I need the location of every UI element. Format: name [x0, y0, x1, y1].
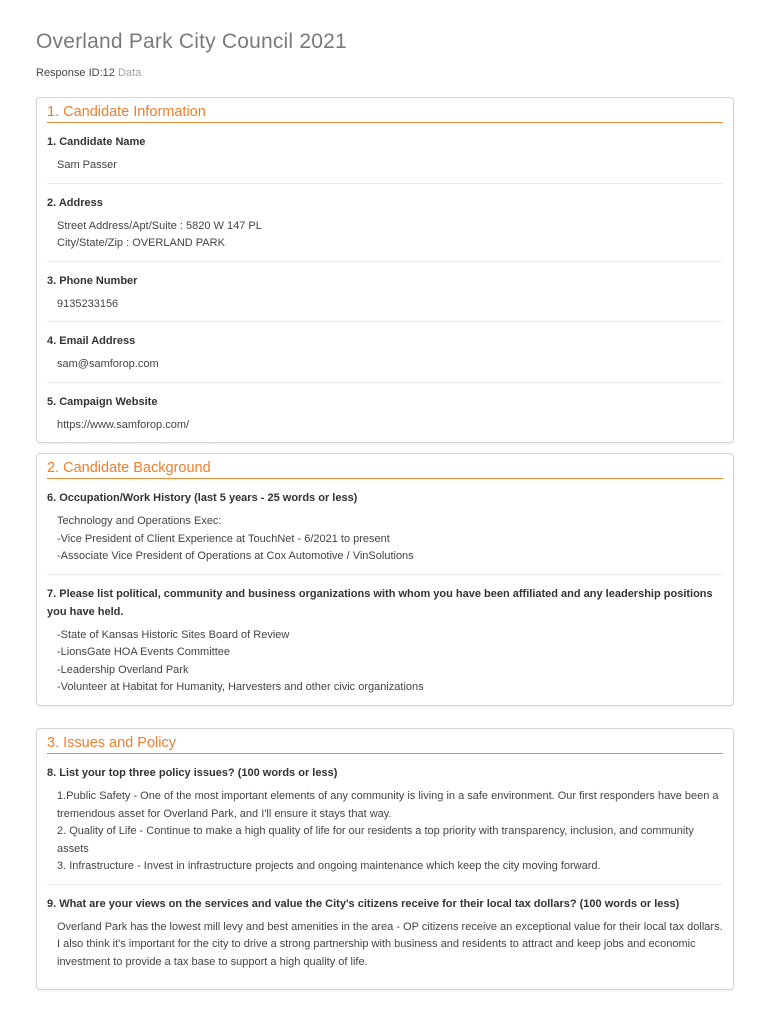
question-answer	[47, 356, 723, 374]
question-label: 7. Please list political, community and business organizations with whom you have been affiliated and any leadership positions you have held.	[47, 587, 713, 618]
question-label: 8. List your top three policy issues? (100 words or less)	[47, 767, 338, 779]
question-candidate-name	[47, 123, 723, 184]
question-answer	[47, 627, 723, 697]
question-address	[47, 184, 723, 262]
answer-line: 9135233156	[57, 297, 119, 310]
answer-line: https://www.samforop.com/	[57, 418, 190, 431]
data-link[interactable]: Data	[117, 67, 142, 79]
question-label: 5. Campaign Website	[47, 395, 158, 408]
question-answer	[47, 417, 723, 435]
section-header: 1. Candidate Information	[47, 104, 723, 123]
answer-line: -Volunteer at Habitat for Humanity, Harvesters and other civic organizations	[57, 681, 424, 693]
question-answer	[47, 218, 723, 253]
question-label: 6. Occupation/Work History (last 5 years - 25 words or less)	[47, 492, 358, 504]
page-title: Overland Park City Council 2021	[36, 30, 347, 53]
question-answer	[47, 513, 723, 566]
question-organizations	[47, 575, 723, 705]
answer-line: -State of Kansas Historic Sites Board of Review	[57, 628, 290, 641]
question-tax-value	[47, 885, 723, 980]
answer-line: 3. Infrastructure - Invest in infrastructure projects and ongoing maintenance which keep the city moving forward.	[57, 860, 601, 872]
answer-line: -LionsGate HOA Events Committee	[57, 646, 231, 658]
answer-line: -Vice President of Client Experience at TouchNet - 6/2021 to present	[57, 532, 390, 545]
answer-line: 2. Quality of Life - Continue to make a high quality of life for our residents a top priority with transparency, inclusion, and community assets	[57, 825, 694, 855]
answer-line: Street Address/Apt/Suite : 5820 W 147 PL	[57, 219, 262, 232]
section-candidate-information	[36, 97, 734, 443]
section-candidate-background	[36, 453, 734, 706]
answer-line: sam@samforop.com	[57, 358, 159, 370]
question-email-address	[47, 322, 723, 383]
answer-line: City/State/Zip : OVERLAND PARK	[57, 237, 225, 249]
response-id	[36, 67, 141, 79]
question-answer	[47, 788, 723, 876]
question-policy-issues	[47, 754, 723, 885]
question-label: 4. Email Address	[47, 335, 136, 347]
question-answer	[47, 157, 723, 175]
question-label: 9. What are your views on the services and value the City's citizens receive for their local tax dollars? (100 words or less)	[47, 897, 680, 910]
question-phone-number	[47, 262, 723, 323]
section-header: 3. Issues and Policy	[47, 735, 723, 754]
question-label: 2. Address	[47, 196, 103, 209]
answer-line: Technology and Operations Exec:	[57, 515, 222, 527]
section-issues-and-policy	[36, 728, 734, 990]
question-answer	[47, 296, 723, 314]
question-campaign-website	[47, 383, 723, 443]
answer-line: 1.Public Safety - One of the most important elements of any community is living in a safe environment. Our first responders have been a tremendous asset for Overland Park, and I'll ensure it stays that way.	[57, 790, 719, 820]
answer-line: Overland Park has the lowest mill levy and best amenities in the area - OP citizens receive an exceptional value for their local tax dollars. I also think it's important for the city to drive a strong partnership with business and residents to attract and keep jobs and economic investment to provide a tax base to support a high quality of life.	[57, 920, 723, 968]
section-header: 2. Candidate Background	[47, 460, 723, 479]
question-label: 3. Phone Number	[47, 274, 138, 287]
answer-line: Sam Passer	[57, 159, 117, 171]
question-answer	[47, 919, 723, 972]
response-id-label: Response ID:12	[36, 67, 115, 79]
question-occupation	[47, 479, 723, 575]
answer-line: -Leadership Overland Park	[57, 663, 189, 676]
answer-line: -Associate Vice President of Operations at Cox Automotive / VinSolutions	[57, 550, 414, 562]
question-label: 1. Candidate Name	[47, 136, 146, 148]
